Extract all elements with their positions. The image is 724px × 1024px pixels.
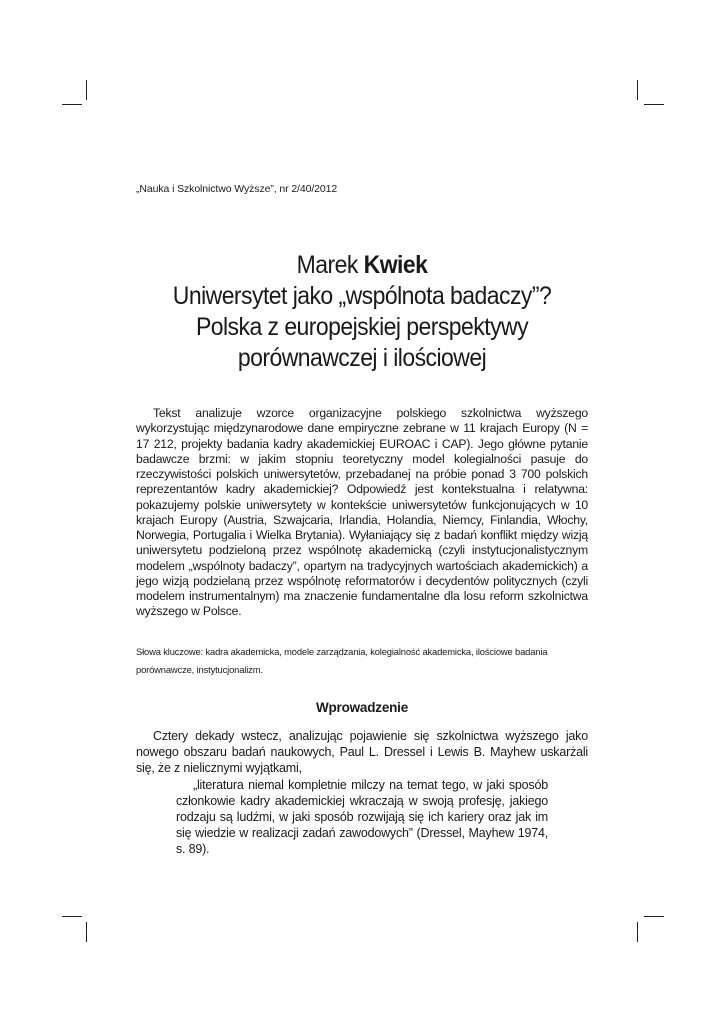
- title-line-1: Uniwersytet jako „wspólnota badaczy”?: [172, 282, 552, 310]
- article-title-block: [121, 250, 603, 374]
- abstract-text: Tekst analizuje wzorce organizacyjne polskiego szkolnictwa wyższego wykorzystując międzynarodowe dane empiryczne zebrane w 11 krajach Europy (N = 17 212, projekty badania kadry akademickiej EUROAC i CAP). Jego główne pytanie badawcze brzmi: w jakim stopniu teoretyczny model kolegialności pasuje do rzeczywistości polskich uniwersytetów, przebadanej na próbie ponad 3 700 polskich reprezentantów kadry akademickiej? Odpowiedź jest kontekstualna i relatywna: pokazujemy polskie uniwersytety w kontekście uniwersytetów funkcjonujących w 10 krajach Europy (Austria, Szwajcaria, Irlandia, Holandia, Niemcy, Finlandia, Włochy, Norwegia, Portugalia i Wielka Brytania). Wyłaniający się z badań konflikt między wizją uniwersytetu podzieloną przez wspólnotę akademicką (czyli instytucjonalistycznym modelem „wspólnoty badaczy”, opartym na tradycyjnych wartościach akademickich) a jego wizją podzielaną przez wspólnotę reformatorów i decydentów politycznych (czyli modelem instrumentalnym) ma znaczenie fundamentalne dla losu reform szkolnictwa wyższego w Polsce.: [136, 406, 588, 619]
- keywords: Słowa kluczowe: kadra akademicka, modele zarządzania, kolegialność akademicka, ilościowe badania porównawcze, instytucjonalizm.: [136, 646, 548, 675]
- crop-mark: [644, 916, 664, 917]
- author-first-name: Marek: [296, 251, 358, 279]
- block-quote: [176, 777, 548, 857]
- author-line: [121, 250, 603, 281]
- title-line-3: porównawczej i ilościowej: [237, 344, 487, 372]
- crop-mark: [62, 104, 82, 105]
- title-line-2: Polska z europejskiej perspektywy: [195, 313, 529, 341]
- crop-mark: [86, 922, 87, 942]
- intro-paragraph: Cztery dekady wstecz, analizując pojawienie się szkolnictwa wyższego jako nowego obszaru badań naukowych, Paul L. Dressel i Lewis B. Mayhew uskarżali się, że z nielicznymi wyjątkami,: [136, 729, 588, 775]
- quote-text: „literatura niemal kompletnie milczy na temat tego, w jaki sposób członkowie kadry akademickiej wkraczają w swoją profesję, jakiego rodzaju są ludźmi, w jaki sposób rozwijają się ich kariery oraz jak im się wiedzie w realizacji zadań zawodowych” (Dressel, Mayhew 1974, s. 89).: [176, 778, 548, 856]
- crop-mark: [86, 80, 87, 100]
- intro-body: [136, 728, 588, 776]
- abstract: [136, 406, 588, 620]
- author-last-name: Kwiek: [363, 251, 428, 279]
- section-heading: Wprowadzenie: [315, 700, 409, 715]
- journal-reference: „Nauka i Szkolnictwo Wyższe”, nr 2/40/2012: [136, 183, 338, 195]
- crop-mark: [637, 922, 638, 942]
- crop-mark: [62, 916, 82, 917]
- crop-mark: [637, 80, 638, 100]
- crop-mark: [644, 104, 664, 105]
